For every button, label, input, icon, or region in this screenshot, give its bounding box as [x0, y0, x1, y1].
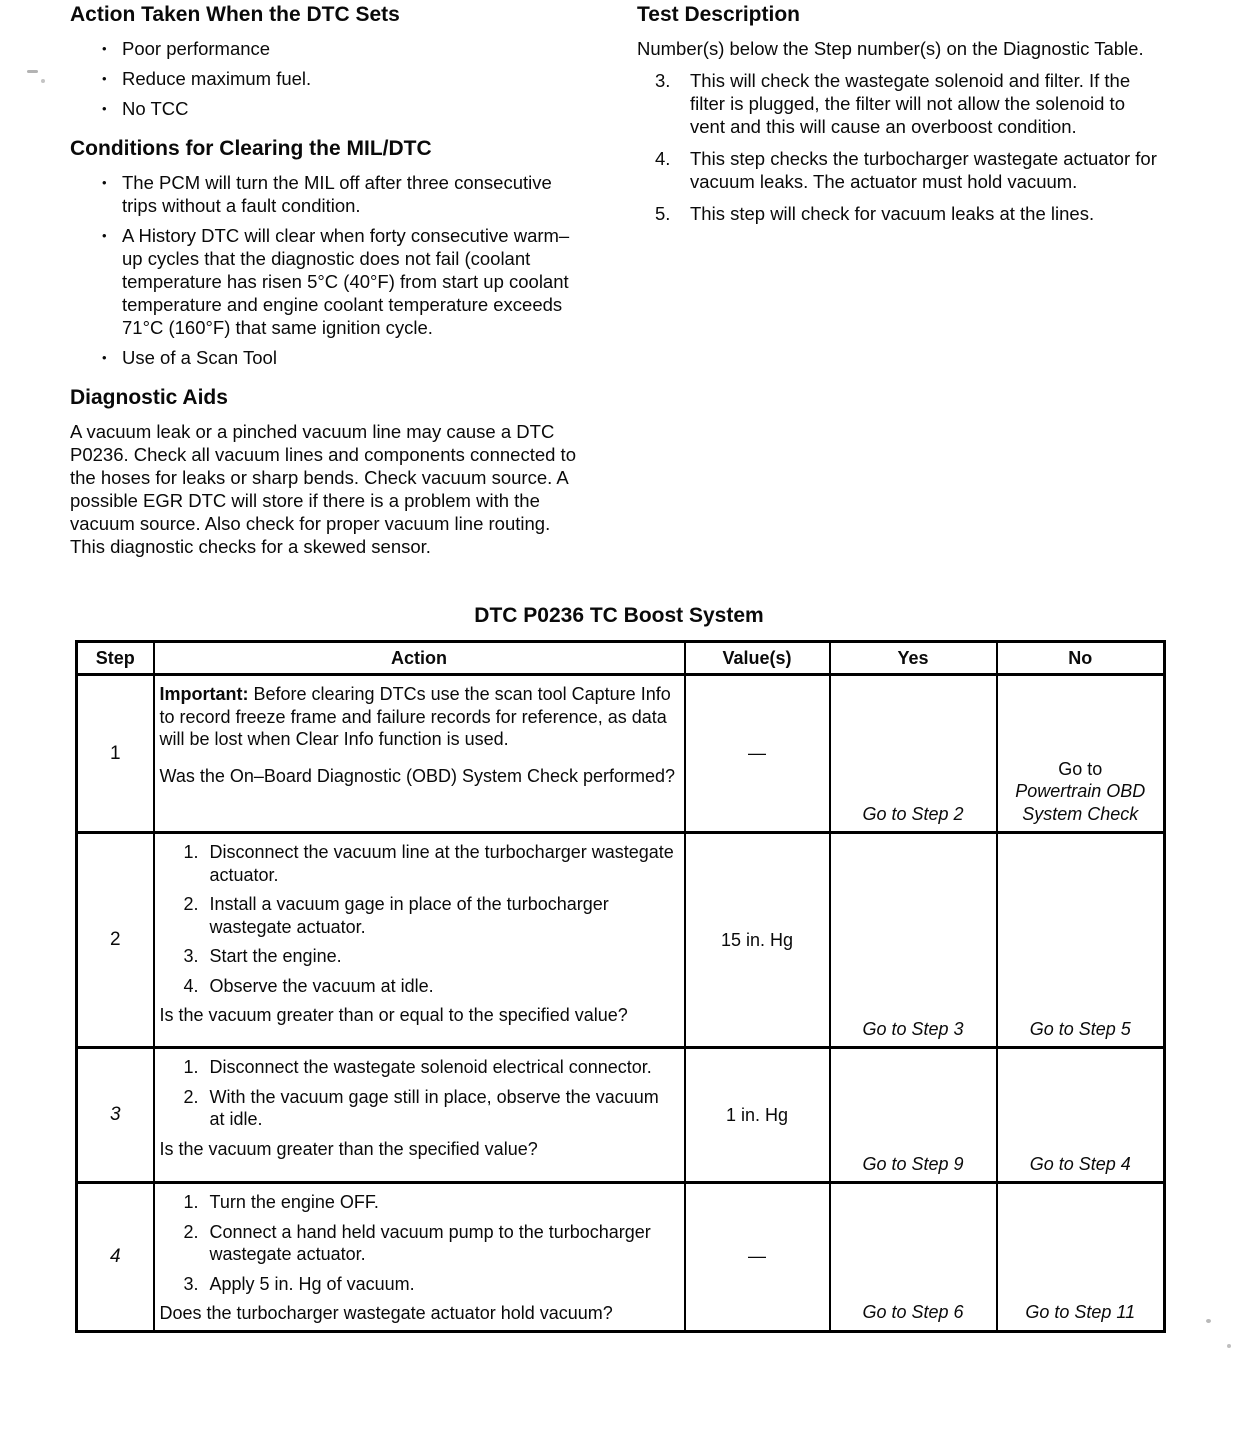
action-question: Was the On–Board Diagnostic (OBD) System Check performed? — [159, 765, 676, 786]
column-header-yes: Yes — [830, 642, 997, 675]
bullet-item — [70, 97, 582, 120]
right-column — [637, 2, 1157, 234]
section-heading: Diagnostic Aids — [70, 386, 228, 409]
substep-item — [160, 1191, 678, 1214]
bullet-icon: • — [102, 350, 107, 365]
item-text: This step checks the turbocharger wastegate actuator for vacuum leaks. The actuator must hold vacuum. — [690, 148, 1157, 192]
yes-goto-text: Go to Step 6 — [862, 1302, 964, 1322]
substep-list — [160, 841, 678, 997]
bullet-icon: • — [102, 228, 107, 243]
no-cell — [997, 833, 1165, 1048]
substep-number: 2. — [183, 1221, 199, 1242]
bullet-text: Reduce maximum fuel. — [122, 68, 312, 89]
bullet-text: Poor performance — [122, 38, 271, 59]
yes-cell — [830, 833, 997, 1048]
action-question: Does the turbocharger wastegate actuator hold vacuum? — [159, 1303, 613, 1323]
step-number-cell: 2 — [77, 833, 154, 1048]
bullet-list — [70, 171, 582, 369]
substep-number: 1. — [183, 842, 199, 862]
bullet-text: No TCC — [122, 98, 189, 119]
item-number: 5. — [655, 203, 671, 224]
substep-item — [160, 893, 678, 938]
no-goto-text: Go to Step 5 — [1029, 1018, 1131, 1039]
important-label: Important: — [159, 684, 249, 704]
table-header-row — [77, 642, 1165, 675]
test-description-item — [637, 202, 1157, 225]
no-cell — [997, 1183, 1165, 1332]
no-goto-text — [1002, 758, 1160, 826]
column-header-values: Value(s) — [685, 642, 830, 675]
bullet-item — [70, 224, 582, 339]
bullet-list — [70, 37, 582, 120]
value-cell: — — [685, 1183, 830, 1332]
substep-text: Turn the engine OFF. — [209, 1192, 379, 1212]
action-cell — [154, 675, 685, 833]
scan-artifact — [1227, 1344, 1231, 1348]
bullet-item — [70, 171, 582, 217]
no-cell — [997, 675, 1165, 833]
substep-item — [160, 841, 678, 886]
no-cell — [997, 1048, 1165, 1183]
yes-goto-text: Go to Step 9 — [862, 1153, 964, 1174]
step-number-cell: 4 — [77, 1183, 154, 1332]
scan-artifact — [27, 70, 38, 73]
yes-goto-text: Go to Step 3 — [862, 1018, 964, 1039]
substep-text: Connect a hand held vacuum pump to the turbocharger wastegate actuator. — [209, 1221, 651, 1264]
action-question: Is the vacuum greater than or equal to the specified value? — [159, 1005, 628, 1025]
value-cell: 1 in. Hg — [685, 1048, 830, 1183]
test-description-item — [637, 69, 1157, 138]
item-text: This will check the wastegate solenoid and filter. If the filter is plugged, the filter will not allow the solenoid to vent and this will cause an overboost condition. — [690, 70, 1131, 137]
item-text: This step will check for vacuum leaks at the lines. — [690, 203, 1095, 224]
substep-number: 3. — [183, 946, 199, 966]
bullet-item — [70, 67, 582, 90]
substep-item — [160, 1056, 678, 1079]
substep-item — [160, 1086, 678, 1131]
table-row-step-4 — [77, 1183, 1165, 1332]
substep-item — [160, 945, 678, 968]
test-description-heading: Test Description — [637, 3, 800, 26]
substep-text: Disconnect the vacuum line at the turbocharger wastegate actuator. — [209, 842, 674, 885]
action-cell — [154, 1048, 685, 1183]
goto-target: Powertrain OBD System Check — [1015, 781, 1146, 824]
substep-list — [160, 1191, 678, 1295]
item-number: 3. — [655, 70, 671, 91]
action-question: Is the vacuum greater than the specified value? — [159, 1138, 538, 1159]
step-number-cell: 3 — [77, 1048, 154, 1183]
substep-item — [160, 1273, 678, 1296]
scan-artifact — [41, 79, 45, 83]
substep-text: Observe the vacuum at idle. — [209, 975, 434, 996]
bullet-item — [70, 37, 582, 60]
value-cell: 15 in. Hg — [685, 833, 830, 1048]
section-paragraph: A vacuum leak or a pinched vacuum line may cause a DTC P0236. Check all vacuum lines and components connected to the hoses for leaks or sharp bends. Check vacuum source. A possible EGR DTC will store if there is a problem with the vacuum source. Also check for proper vacuum line routing. This diagnostic checks for a skewed sensor. — [70, 421, 576, 557]
important-note: Important: Before clearing DTCs use the scan tool Capture Info to record freeze frame and failure records for reference, as data will be lost when Clear Info function is used. — [159, 684, 671, 749]
substep-number: 2. — [183, 894, 199, 914]
substep-item — [160, 975, 678, 998]
column-header-action: Action — [154, 642, 685, 675]
column-header-no: No — [997, 642, 1165, 675]
scan-artifact — [1206, 1319, 1211, 1323]
value-cell: — — [685, 675, 830, 833]
section-heading: Action Taken When the DTC Sets — [70, 3, 400, 26]
bullet-icon: • — [102, 41, 107, 56]
dtc-diagnostic-table — [75, 640, 1166, 1333]
substep-list — [160, 1056, 678, 1131]
table-row-step-3 — [77, 1048, 1165, 1183]
yes-cell — [830, 1048, 997, 1183]
yes-goto-text: Go to Step 2 — [862, 803, 964, 824]
yes-cell — [830, 675, 997, 833]
substep-number: 3. — [183, 1273, 199, 1294]
bullet-text: A History DTC will clear when forty consecutive warm–up cycles that the diagnostic does not fail (coolant temperature has risen 5°C (40°F) from start up coolant temperature and engine coolant temperature exceeds 71°C (160°F) that same ignition cycle. — [122, 225, 570, 338]
test-description-intro: Number(s) below the Step number(s) on the Diagnostic Table. — [637, 38, 1144, 59]
yes-cell — [830, 1183, 997, 1332]
substep-number: 4. — [183, 975, 199, 996]
bullet-icon: • — [102, 101, 107, 116]
substep-text: Disconnect the wastegate solenoid electrical connector. — [209, 1057, 652, 1077]
no-goto-text: Go to Step 4 — [1029, 1153, 1131, 1174]
bullet-text: Use of a Scan Tool — [122, 347, 277, 368]
left-column — [70, 2, 582, 558]
substep-text: Install a vacuum gage in place of the turbocharger wastegate actuator. — [209, 894, 609, 937]
bullet-icon: • — [102, 175, 107, 190]
substep-text: Apply 5 in. Hg of vacuum. — [209, 1273, 415, 1294]
test-description-list — [637, 69, 1157, 225]
goto-prefix: Go to — [1058, 758, 1103, 779]
item-number: 4. — [655, 148, 671, 169]
test-description-item — [637, 147, 1157, 193]
substep-number: 2. — [183, 1086, 199, 1107]
table-title: DTC P0236 TC Boost System — [474, 604, 764, 627]
substep-text: With the vacuum gage still in place, observe the vacuum at idle. — [209, 1086, 659, 1129]
substep-item — [160, 1221, 678, 1266]
substep-number: 1. — [183, 1192, 199, 1212]
section-heading: Conditions for Clearing the MIL/DTC — [70, 137, 432, 160]
bullet-icon: • — [102, 71, 107, 86]
step-number-cell: 1 — [77, 675, 154, 833]
table-row-step-1 — [77, 675, 1165, 833]
substep-text: Start the engine. — [209, 946, 342, 966]
no-goto-text: Go to Step 11 — [1025, 1302, 1136, 1322]
table-row-step-2 — [77, 833, 1165, 1048]
substep-number: 1. — [183, 1057, 199, 1077]
bullet-text: The PCM will turn the MIL off after three consecutive trips without a fault condition. — [122, 172, 552, 216]
bullet-item — [70, 346, 582, 369]
action-cell — [154, 833, 685, 1048]
action-cell — [154, 1183, 685, 1332]
column-header-step: Step — [77, 642, 154, 675]
